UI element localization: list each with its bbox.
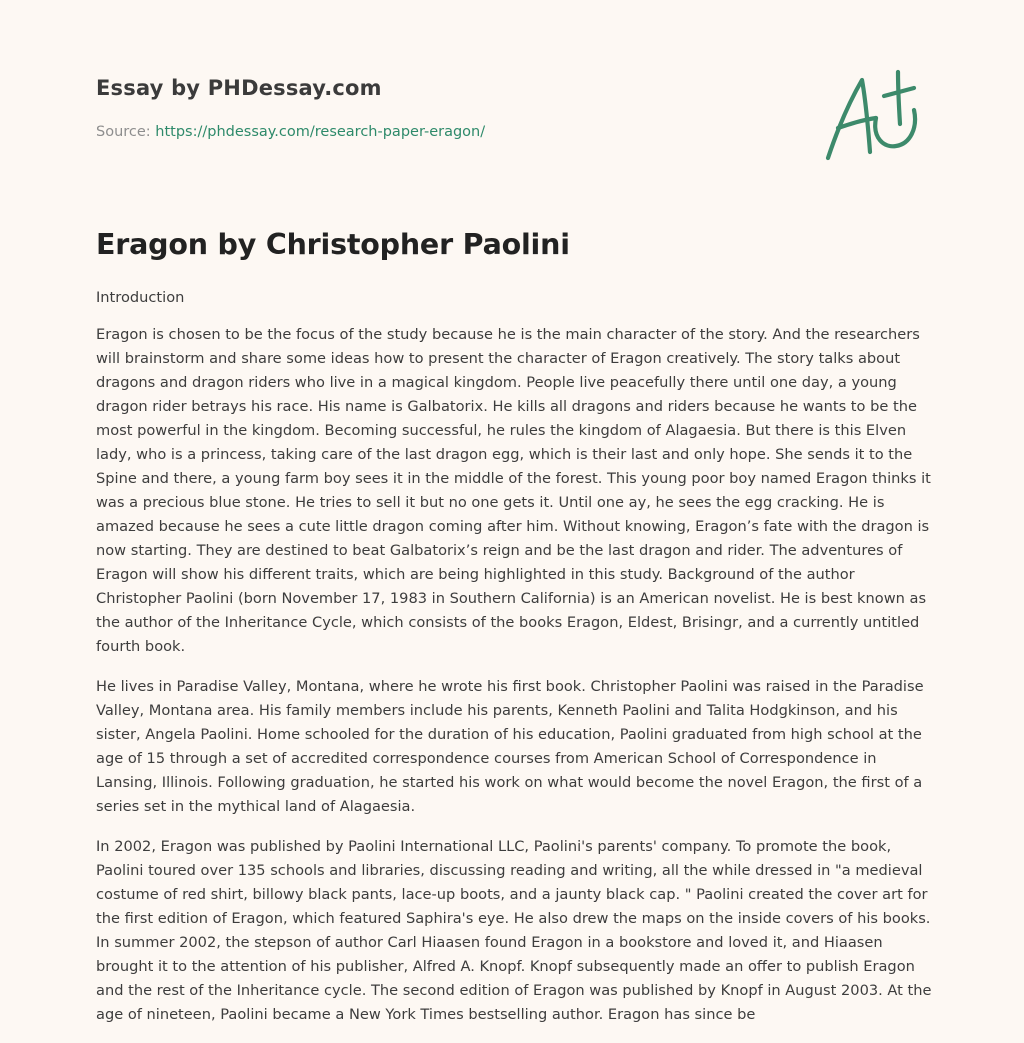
paragraph: Eragon is chosen to be the focus of the study because he is the main character of the story. And the researchers will brainstorm and share some ideas how to present the character of Eragon creatively. The story talks about dragons and dragon riders who live in a magical kingdom. People live peacefully there until one day, a young dragon rider betrays his race. His name is Galbatorix. He kills all dragons and riders because he wants to be the most powerful in the kingdom. Becoming successful, he rules the kingdom of Alagaesia. But there is this Elven lady, who is a princess, taking care of the last dragon egg, which is their last and only hope. She sends it to the Spine and there, a young farm boy sees it in the middle of the forest. This young poor boy named Eragon thinks it was a precious blue stone. He tries to sell it but no one gets it. Until one ay, he sees the egg cracking. He is amazed because he sees a cute little dragon coming after him. Without knowing, Eragon’s fate with the dragon is now starting. They are destined to beat Galbatorix’s reign and be the last dragon and rider. The adventures of Eragon will show his different traits, which are being highlighted in this study. Background of the author Christopher Paolini (born November 17, 1983 in Southern California) is an American novelist. He is best known as the author of the Inheritance Cycle, which consists of the books Eragon, Eldest, Brisingr, and a currently untitled fourth book. (96, 326, 931, 655)
essay-body (96, 286, 936, 1043)
source-link[interactable]: https://phdessay.com/research-paper-eragon/ (155, 124, 486, 140)
source-label: Source: (96, 124, 151, 140)
page-header (96, 0, 932, 200)
a-plus-logo-icon (822, 66, 928, 166)
paragraph-introduction-heading: Introduction (96, 289, 185, 306)
document-page (96, 0, 932, 1023)
essay-title: Eragon by Christopher Paolini (96, 228, 570, 261)
paragraph: He lives in Paradise Valley, Montana, where he wrote his first book. Christopher Paolini was raised in the Paradise Valley, Montana area. His family members include his parents, Kenneth Paolini and Talita Hodgkinson, and his sister, Angela Paolini. Home schooled for the duration of his education, Paolini graduated from high school at the age of 15 through a set of accredited correspondence courses from American School of Correspondence in Lansing, Illinois. Following graduation, he started his work on what would become the novel Eragon, the first of a series set in the mythical land of Alagaesia. (96, 678, 924, 815)
source-line (96, 124, 485, 140)
paragraph: In 2002, Eragon was published by Paolini International LLC, Paolini's parents' company. To promote the book, Paolini toured over 135 schools and libraries, discussing reading and writing, all the while dressed in "a medieval costume of red shirt, billowy black pants, lace-up boots, and a jaunty black cap. " Paolini created the cover art for the first edition of Eragon, which featured Saphira's eye. He also drew the maps on the inside covers of his books. In summer 2002, the stepson of author Carl Hiaasen found Eragon in a bookstore and loved it, and Hiaasen brought it to the attention of his publisher, Alfred A. Knopf. Knopf subsequently made an offer to publish Eragon and the rest of the Inheritance cycle. The second edition of Eragon was published by Knopf in August 2003. At the age of nineteen, Paolini became a New York Times bestselling author. Eragon has since be (96, 838, 932, 1023)
site-title: Essay by PHDessay.com (96, 76, 382, 100)
